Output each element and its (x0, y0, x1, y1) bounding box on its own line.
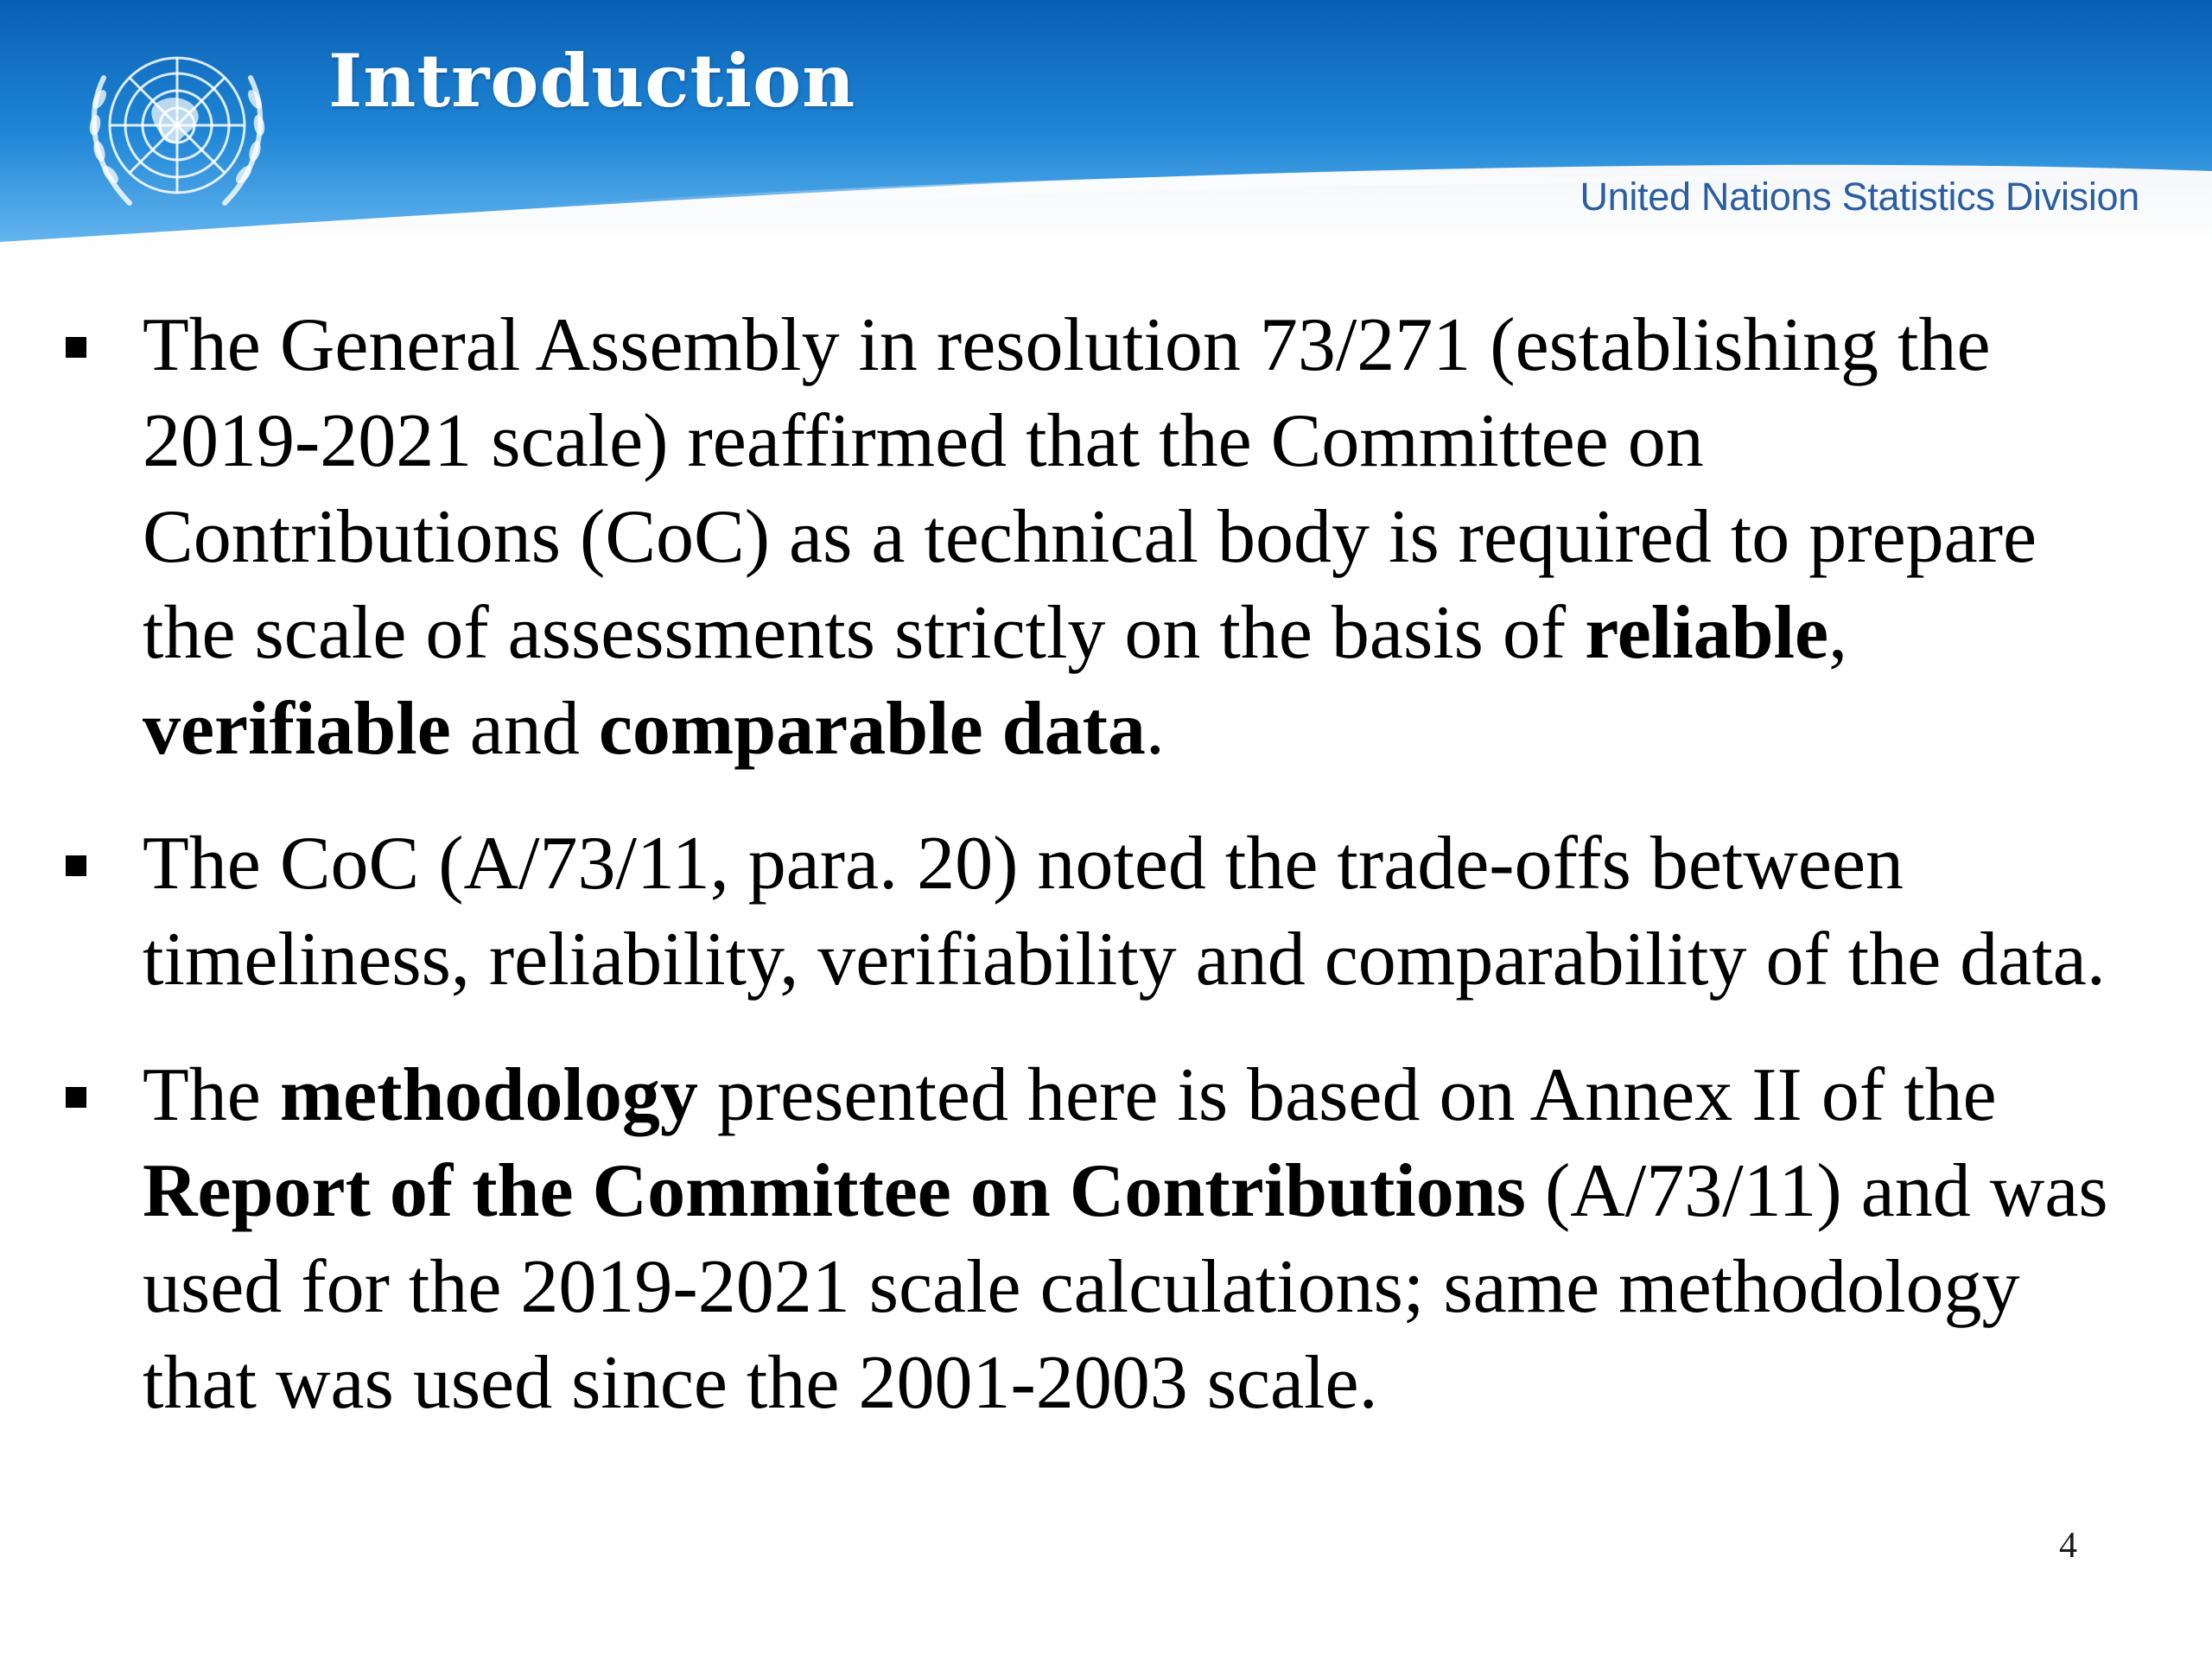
text-run: . (1145, 687, 1165, 771)
bullet-marker (66, 855, 86, 876)
text-run: The CoC (A/73/11, para. 20) noted the trade-offs between timeliness, reliability, verifiability and comparability of the data. (143, 822, 2106, 1001)
text-run: and (450, 687, 599, 771)
text-run: The (143, 1053, 280, 1137)
text-run: , (1828, 591, 1848, 675)
text-run: The General Assembly in resolution 73/271 (establishing the 2019-2021 scale) reaffirmed that the Committee on Contributions (CoC) as a technical body is required to prepare the scale of assessments strictly on the basis of (143, 303, 2037, 675)
bullet-text (143, 816, 2130, 1007)
organization-label: United Nations Statistics Division (1580, 175, 2139, 219)
bullet-text (143, 1047, 2130, 1431)
header-banner (0, 0, 2212, 252)
bullet-marker (66, 1087, 86, 1108)
un-emblem-icon (60, 26, 294, 233)
bullet-marker (66, 337, 86, 358)
bullet-text (143, 297, 2130, 777)
bold-text-run: Report of the Committee on Contributions (143, 1149, 1526, 1233)
text-run: presented here is based on Annex II of the (697, 1053, 1997, 1137)
bold-text-run: reliable (1585, 591, 1829, 675)
text-run: (A/73/11) and was used for the 2019-2021 scale calculations; same methodology that was used since the 2001-2003 scale. (143, 1149, 2108, 1425)
bold-text-run: comparable data (598, 687, 1146, 771)
bold-text-run: methodology (279, 1053, 698, 1137)
page-number: 4 (2059, 1526, 2077, 1566)
bold-text-run: verifiable (143, 687, 451, 771)
slide-title: Introduction (328, 38, 856, 124)
